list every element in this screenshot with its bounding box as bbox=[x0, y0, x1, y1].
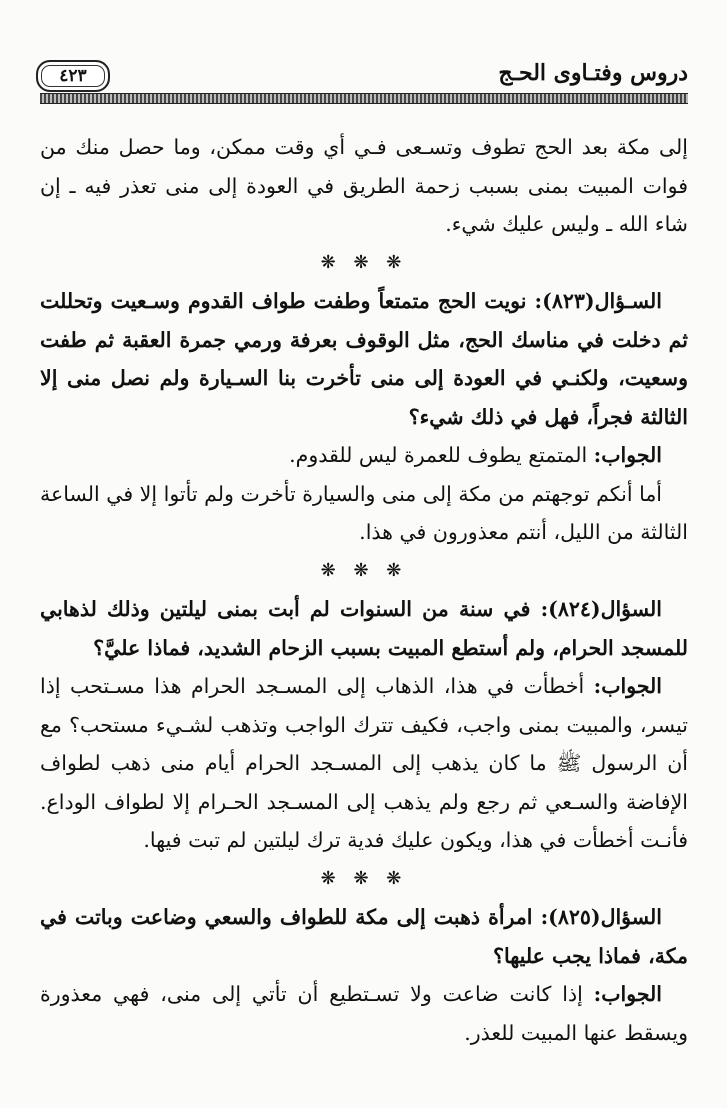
answer-text: أخطأت في هذا، الذهاب إلى المسـجد الحرام هذا مسـتحب إذا تيسر، والمبيت بمنى واجب، فكيف تترك الواجب وتذهب لشـيء مستحب؟ مع أن الرسول ﷺ ما كان يذهب إلى المسـجد الحرام أيام منى ذهب لطواف الإفاضة والسـعي ثم رجع ولم يذهب إلى المسـجد الحـرام إلا لطواف الوداع. فأنـت أخطأت في هذا، ويكون عليك فدية ترك ليلتين لم تبت فيها. bbox=[40, 674, 688, 852]
answer-823-continued: أما أنكم توجهتم من مكة إلى منى والسيارة تأخرت ولم تأتوا إلا في الساعة الثالثة من الليل، أنتم معذورون في هذا. bbox=[40, 481, 688, 544]
question-824: السؤال(٨٢٤): في سنة من السنوات لم أبت بمنى ليلتين وذلك لذهابي للمسجد الحرام، ولم أستطع المبيت بسبب الزحام الشديد، فماذا عليَّ؟ bbox=[40, 597, 688, 660]
separator-stars: ❋ ❋ ❋ bbox=[320, 251, 408, 273]
question-823: السـؤال(٨٢٣): نويت الحج متمتعاً وطفت طواف القدوم وسـعيت وتحللت ثم دخلت في مناسك الحج، مثل الوقوف بعرفة ورمي جمرة العقبة ثم طفت وسعيت، ولكنـي في العودة إلى منى تأخرت بنا السـيارة ولم نصل منى إلا الثالثة فجراً، فهل في ذلك شيء؟ bbox=[40, 289, 688, 429]
answer-text: إذا كانت ضاعت ولا تسـتطيع أن تأتي إلى منى، فهي معذورة ويسقط عنها المبيت للعذر. bbox=[40, 982, 688, 1045]
page-body bbox=[40, 128, 688, 1052]
page-number-badge: ٤٢٣ bbox=[36, 60, 110, 92]
separator-stars: ❋ ❋ ❋ bbox=[320, 867, 408, 889]
answer-label: الجواب: bbox=[593, 443, 662, 467]
answer-text: المتمتع يطوف للعمرة ليس للقدوم. bbox=[289, 443, 594, 467]
intro-paragraph: إلى مكة بعد الحج تطوف وتسـعى فـي أي وقت ممكن، وما حصل منك من فوات المبيت بمنى بسبب زحمة الطريق في العودة إلى منى تعذر فيه ـ إن شاء الله ـ وليس عليك شيء. bbox=[40, 135, 688, 236]
header-rule bbox=[40, 93, 688, 104]
answer-label: الجواب: bbox=[593, 982, 662, 1006]
question-825: السؤال(٨٢٥): امرأة ذهبت إلى مكة للطواف والسعي وضاعت وباتت في مكة، فماذا يجب عليها؟ bbox=[40, 905, 688, 968]
answer-824 bbox=[40, 667, 688, 860]
answer-823 bbox=[40, 436, 688, 475]
running-title: دروس وفتـاوى الحـج bbox=[498, 60, 688, 86]
page-header bbox=[36, 58, 688, 94]
answer-label: الجواب: bbox=[593, 674, 662, 698]
separator-stars: ❋ ❋ ❋ bbox=[320, 559, 408, 581]
answer-825 bbox=[40, 975, 688, 1052]
